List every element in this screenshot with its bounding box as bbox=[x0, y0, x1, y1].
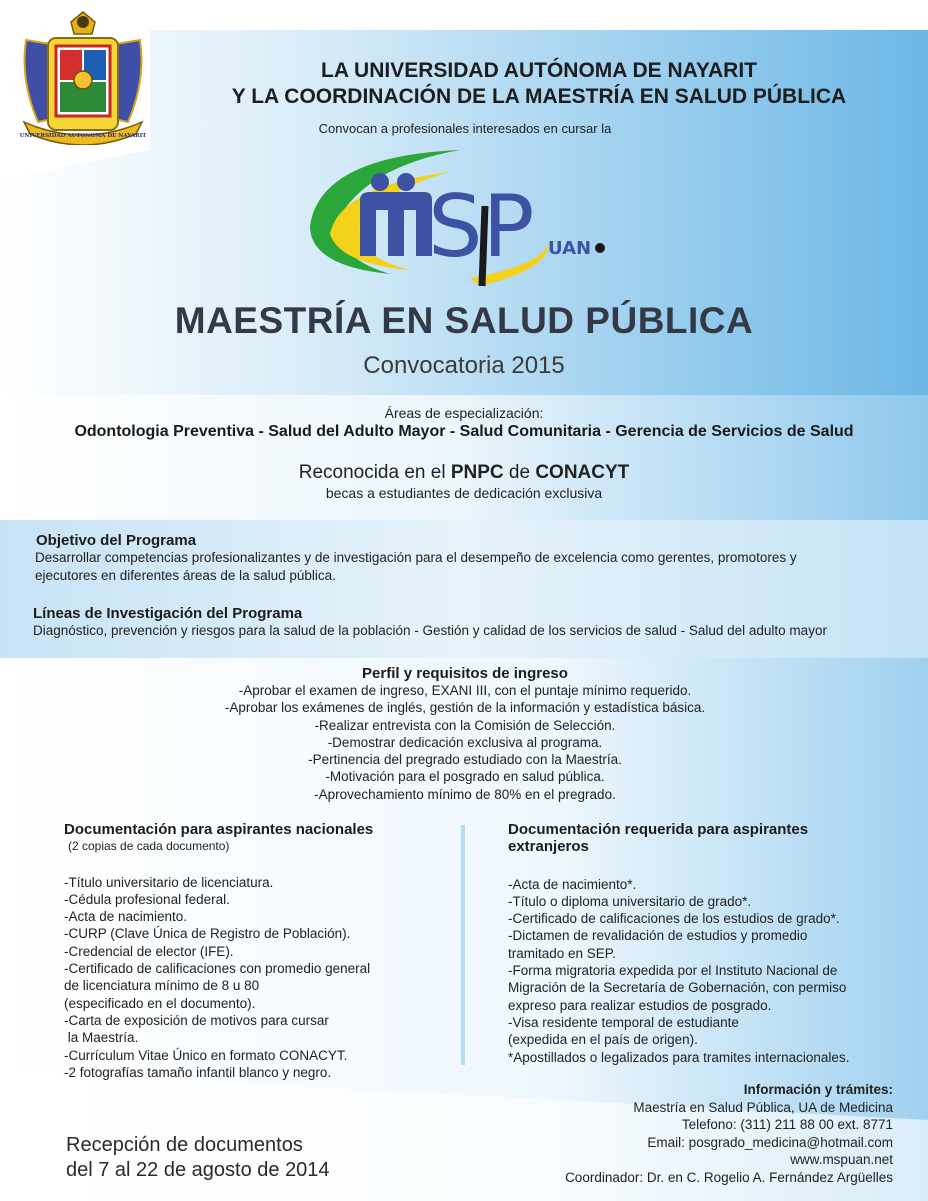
svg-text:UNIVERSIDAD AUTONOMA DE NAYARI: UNIVERSIDAD AUTONOMA DE NAYARIT bbox=[19, 133, 147, 139]
list-item: -Visa residente temporal de estudiante bbox=[508, 1014, 739, 1030]
list-item: -Aprovechamiento mínimo de 80% en el pregrado. bbox=[314, 786, 616, 802]
list-item: -Aprobar el examen de ingreso, EXANI III, con el puntaje mínimo requerido. bbox=[238, 683, 692, 698]
info-line: Maestría en Salud Pública, UA de Medicina bbox=[633, 1099, 893, 1115]
list-item: -Pertinencia del pregrado estudiado con la Maestría. bbox=[308, 752, 622, 768]
list-item: -CURP (Clave Única de Registro de Población). bbox=[64, 926, 351, 942]
list-item: la Maestría. bbox=[64, 1030, 139, 1046]
svg-text:SP: SP bbox=[428, 177, 535, 277]
conacyt-label: CONACYT bbox=[535, 462, 630, 483]
svg-text:UAN: UAN bbox=[548, 238, 592, 259]
info-heading: Información y trámites: bbox=[743, 1082, 893, 1097]
recepcion-block bbox=[66, 1133, 330, 1183]
info-coordinator: Coordinador: Dr. en C. Rogelio A. Fernández Argüelles bbox=[565, 1169, 893, 1185]
lineas-heading: Líneas de Investigación del Programa bbox=[33, 605, 303, 622]
column-divider bbox=[461, 825, 465, 1065]
list-item: -Certificado de calificaciones con promedio general bbox=[64, 961, 371, 977]
list-item: -Realizar entrevista con la Comisión de Selección. bbox=[314, 717, 616, 733]
areas-list: Odontologia Preventiva - Salud del Adulto Mayor - Salud Comunitaria - Gerencia de Servicios de Salud bbox=[74, 423, 854, 440]
list-item: -Demostrar dedicación exclusiva al programa. bbox=[327, 734, 603, 750]
list-item: -Forma migratoria expedida por el Instituto Nacional de bbox=[508, 963, 838, 979]
list-item: expreso para realizar estudios de posgrado. bbox=[508, 997, 772, 1013]
list-item: -Credencial de elector (IFE). bbox=[64, 943, 234, 959]
list-item: -Cédula profesional federal. bbox=[64, 891, 230, 907]
page-subtitle: Convocatoria 2015 bbox=[363, 352, 565, 379]
list-item: -Certificado de calificaciones de los estudios de grado*. bbox=[508, 911, 840, 927]
nacionales-heading: Documentación para aspirantes nacionales bbox=[64, 821, 374, 838]
convocan-text: Convocan a profesionales interesados en cursar la bbox=[318, 121, 612, 136]
list-item: -2 fotografías tamaño infantil blanco y negro. bbox=[64, 1064, 332, 1080]
heading-line-2: Y LA COORDINACIÓN DE LA MAESTRÍA EN SALUD PÚBLICA bbox=[231, 85, 847, 108]
list-item: -Título universitario de licenciatura. bbox=[64, 874, 274, 890]
perfil-list bbox=[150, 682, 780, 803]
list-item: *Apostillados o legalizados para tramites internacionales. bbox=[508, 1049, 850, 1065]
objetivo-section bbox=[36, 532, 906, 585]
list-item: -Título o diploma universitario de grado*. bbox=[508, 893, 752, 909]
pnpc-label: PNPC bbox=[450, 462, 504, 483]
list-item: -Acta de nacimiento. bbox=[64, 909, 188, 925]
info-website: www.mspuan.net bbox=[790, 1152, 893, 1167]
objetivo-heading: Objetivo del Programa bbox=[36, 532, 197, 549]
university-heading bbox=[150, 58, 928, 110]
recepcion-line-1: Recepción de documentos bbox=[66, 1134, 303, 1156]
extranjeros-section bbox=[508, 821, 908, 1066]
perfil-section bbox=[150, 665, 780, 803]
msp-logo-icon bbox=[300, 146, 640, 296]
list-item: -Dictamen de revalidación de estudios y promedio bbox=[508, 928, 808, 944]
info-phone: Telefono: (311) 211 88 00 ext. 8771 bbox=[681, 1117, 893, 1132]
info-email: Email: posgrado_medicina@hotmail.com bbox=[647, 1134, 893, 1150]
nacionales-list bbox=[64, 874, 444, 1082]
list-item: -Aprobar los exámenes de inglés, gestión de la información y estadística básica. bbox=[224, 700, 706, 716]
list-item: -Currículum Vitae Único en formato CONACYT. bbox=[64, 1047, 348, 1063]
extranjeros-heading-1: Documentación requerida para aspirantes bbox=[508, 821, 809, 838]
list-item: (especificado en el documento). bbox=[64, 995, 256, 1011]
list-item: (expedida en el país de origen). bbox=[508, 1032, 698, 1048]
recepcion-line-2: del 7 al 22 de agosto de 2014 bbox=[66, 1159, 330, 1181]
lineas-section bbox=[33, 605, 913, 640]
info-block bbox=[565, 1081, 893, 1186]
objetivo-line-1: Desarrollar competencias profesionalizantes y de investigación para el desempeño de excelencia como gerentes, promotores y bbox=[35, 550, 797, 565]
list-item: -Carta de exposición de motivos para cursar bbox=[64, 1012, 329, 1028]
extranjeros-list bbox=[508, 876, 908, 1066]
perfil-heading: Perfil y requisitos de ingreso bbox=[362, 665, 568, 682]
reconocida-mid: de bbox=[503, 462, 536, 483]
page-title: MAESTRÍA EN SALUD PÚBLICA bbox=[174, 300, 754, 341]
heading-line-1: LA UNIVERSIDAD AUTÓNOMA DE NAYARIT bbox=[321, 59, 757, 82]
reconocida-line bbox=[0, 462, 928, 484]
lineas-text: Diagnóstico, prevención y riesgos para la salud de la población - Gestión y calidad de los servicios de salud - Salud del adulto mayor bbox=[33, 623, 827, 638]
list-item: Migración de la Secretaría de Gobernación, con permiso bbox=[508, 980, 847, 996]
nacionales-note: (2 copias de cada documento) bbox=[68, 839, 230, 854]
objetivo-line-2: ejecutores en diferentes áreas de la salud pública. bbox=[35, 568, 336, 583]
reconocida-pre: Reconocida en el bbox=[298, 462, 451, 483]
areas-heading: Áreas de especialización: bbox=[384, 405, 544, 421]
list-item: tramitado en SEP. bbox=[508, 945, 616, 961]
university-seal-icon bbox=[16, 10, 150, 145]
list-item: -Acta de nacimiento*. bbox=[508, 876, 637, 892]
nacionales-section bbox=[64, 821, 444, 1081]
extranjeros-heading-2: extranjeros bbox=[508, 838, 589, 856]
list-item: -Motivación para el posgrado en salud pública. bbox=[325, 769, 605, 785]
list-item: de licenciatura mínimo de 8 u 80 bbox=[64, 978, 260, 994]
becas-text: becas a estudiantes de dedicación exclusiva bbox=[325, 485, 603, 501]
